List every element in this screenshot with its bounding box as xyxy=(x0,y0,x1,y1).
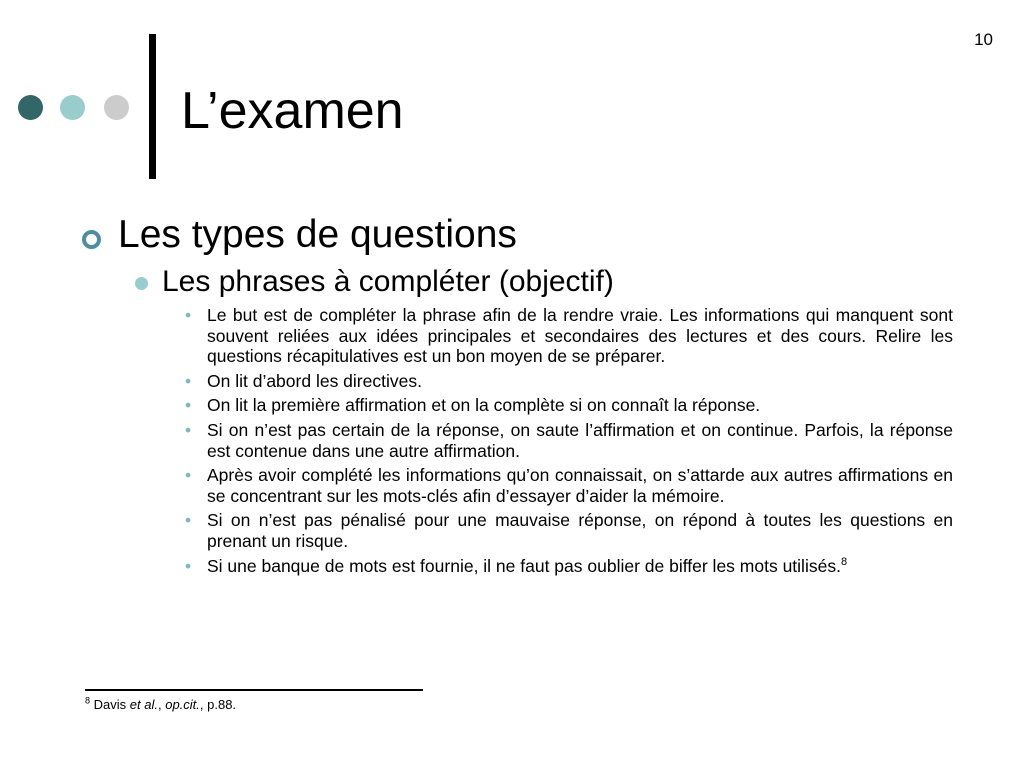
list-item: • Si une banque de mots est fournie, il ne faut pas oublier de biffer les mots utilisés.$^8$ xyxy=(207,556,953,577)
list-item: • Après avoir complété les informations qu’on connaissait, on s’attarde aux autres affirmations en se concentrant sur les mots-clés afin d’essayer d’aider la mémoire. xyxy=(207,465,953,506)
footnote-etal: et al. xyxy=(129,697,158,712)
slide-title: L’examen xyxy=(181,82,404,140)
list-item: • Le but est de compléter la phrase afin de la rendre vraie. Les informations qui manquent sont souvent reliées aux idées principales et secondaires des lectures et des cours. Relire les questions récapitulatives est un bon moyen de se préparer. xyxy=(207,305,953,367)
title-divider-bar xyxy=(149,34,156,179)
footnote-opcit: op.cit. xyxy=(165,697,200,712)
list-item: • On lit d’abord les directives. xyxy=(207,371,953,392)
level1-bullet-icon xyxy=(82,230,101,249)
footnote-mark: 8 xyxy=(85,695,91,706)
page-number: 10 xyxy=(974,30,993,49)
decorative-dot-grey xyxy=(104,95,129,120)
footnote-author: Davis xyxy=(93,697,127,712)
decorative-dot-light xyxy=(60,95,85,120)
footnote-page: , p.88. xyxy=(199,697,237,712)
level2-heading: Les phrases à compléter (objectif) xyxy=(162,265,614,298)
footnote-separator xyxy=(85,689,423,691)
list-item: • Si on n’est pas pénalisé pour une mauvaise réponse, on répond à toutes les questions en prenant un risque. xyxy=(207,510,953,551)
bullet-list xyxy=(207,305,953,580)
list-item: • On lit la première affirmation et on la complète si on connaît la réponse. xyxy=(207,395,953,416)
list-item: • Si on n’est pas certain de la réponse, on saute l’affirmation et on continue. Parfois, la réponse est contenue dans une autre affirmation. xyxy=(207,420,953,461)
footnote-reference: 8 xyxy=(840,555,848,568)
decorative-dot-dark xyxy=(18,95,43,120)
level1-heading: Les types de questions xyxy=(118,213,517,256)
level2-bullet-icon xyxy=(135,277,148,290)
footnote: $^8$ Davis et al., op.cit., p.88. xyxy=(85,695,237,712)
